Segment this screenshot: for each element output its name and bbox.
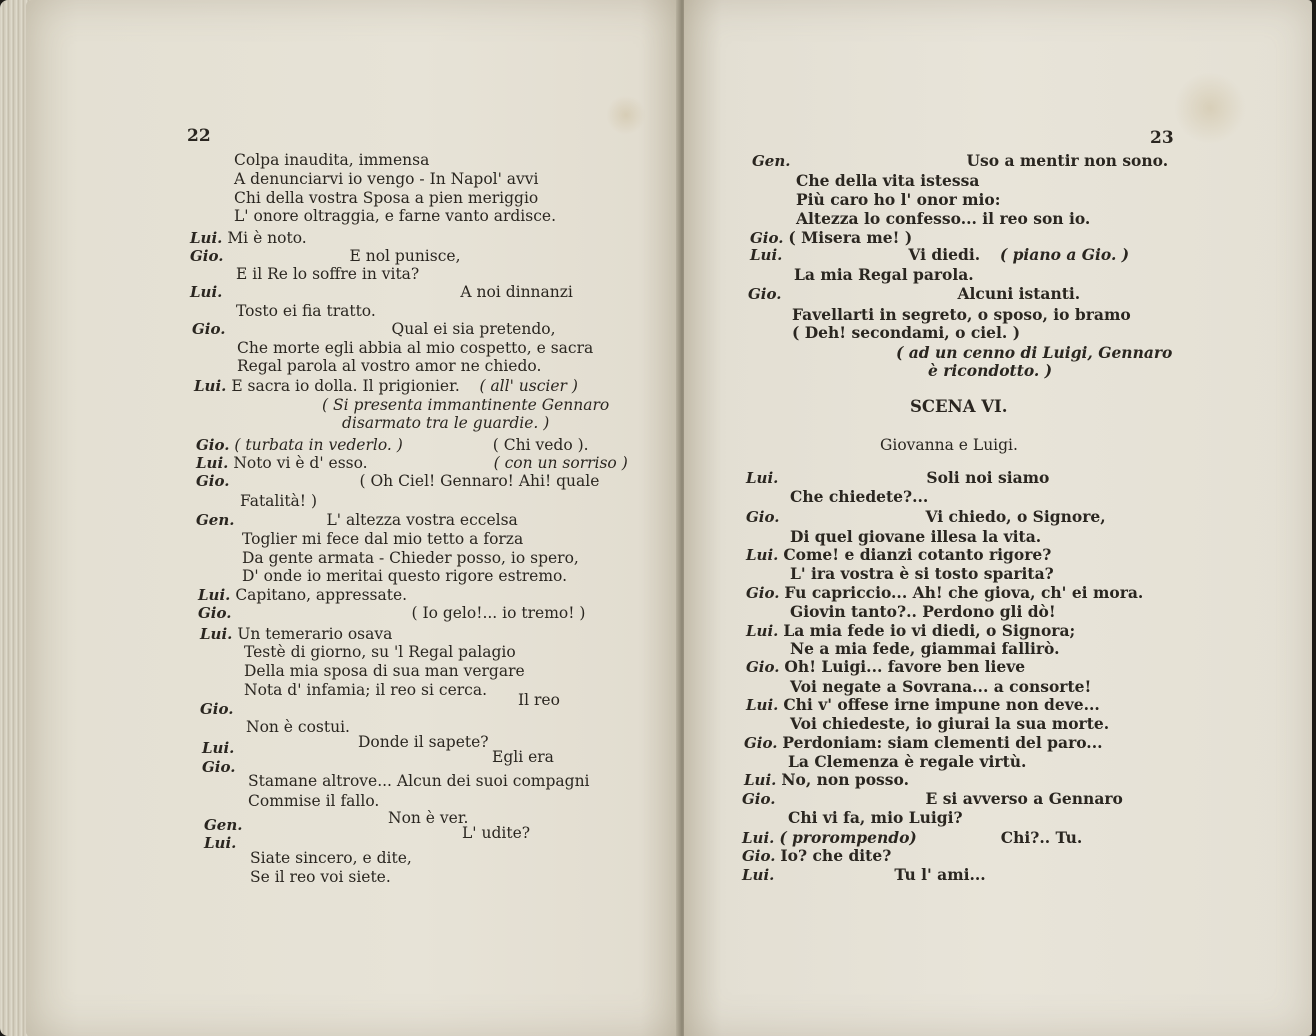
stage-direction: ( ad un cenno di Luigi, Gennaro bbox=[896, 343, 1173, 362]
left-page-number: 22 bbox=[187, 126, 211, 146]
verse-line: Gio. ( Oh Ciel! Gennaro! Ahi! quale bbox=[196, 472, 600, 490]
verse-line: Favellarti in segreto, o sposo, io bramo bbox=[792, 305, 1131, 324]
verse-line: Lui. Soli noi siamo bbox=[746, 468, 1050, 487]
stain bbox=[1174, 72, 1246, 144]
verse-line: Voi chiedeste, io giurai la sua morte. bbox=[790, 714, 1110, 733]
verse-line: Gio. Vi chiedo, o Signore, bbox=[746, 507, 1106, 526]
verse-line: Di quel giovane illesa la vita. bbox=[790, 527, 1042, 546]
verse-line: Che della vita istessa bbox=[796, 171, 980, 190]
verse-line: Siate sincero, e dite, bbox=[250, 849, 412, 867]
verse-line: Gio. Perdoniam: siam clementi del paro... bbox=[744, 733, 1103, 752]
verse-line: Lui. bbox=[204, 834, 237, 852]
verse-line: Toglier mi fece dal mio tetto a forza bbox=[242, 530, 524, 548]
stage-direction: ( Si presenta immantinente Gennaro bbox=[322, 396, 610, 414]
verse-line: Gio. Alcuni istanti. bbox=[748, 284, 1081, 303]
verse-line: E il Re lo soffre in vita? bbox=[236, 265, 420, 283]
verse-line: Gio. E nol punisce, bbox=[190, 247, 461, 265]
verse-line: Chi della vostra Sposa a pien meriggio bbox=[234, 189, 539, 207]
verse-line: L' onore oltraggia, e farne vanto ardisce. bbox=[234, 207, 557, 225]
left-page bbox=[26, 0, 680, 1036]
verse-line: Stamane altrove... Alcun dei suoi compagni bbox=[248, 772, 590, 790]
verse-line: Da gente armata - Chieder posso, io spero, bbox=[242, 549, 579, 567]
verse-line: L' udite? bbox=[462, 824, 531, 842]
verse-line: Gio. ( Io gelo!... io tremo! ) bbox=[198, 604, 586, 622]
verse-line: Gio. Io? che dite? bbox=[742, 846, 892, 865]
verse-line: Commise il fallo. bbox=[248, 792, 380, 810]
verse-line: Ne a mia fede, giammai fallirò. bbox=[790, 639, 1060, 658]
stage-direction: è ricondotto. ) bbox=[928, 361, 1053, 380]
scene-characters: Giovanna e Luigi. bbox=[880, 436, 1018, 454]
verse-line: Gio. ( turbata in vederlo. ) ( Chi vedo ). bbox=[196, 436, 589, 454]
verse-line: La Clemenza è regale virtù. bbox=[788, 752, 1027, 771]
verse-line: Lui. Chi v' offese irne impune non deve... bbox=[746, 695, 1100, 714]
verse-line: Lui. bbox=[202, 739, 235, 757]
verse-line: Voi negate a Sovrana... a consorte! bbox=[790, 677, 1092, 696]
right-page-number: 23 bbox=[1150, 128, 1174, 148]
verse-line: Regal parola al vostro amor ne chiedo. bbox=[237, 357, 542, 375]
verse-line: Gio. E si avverso a Gennaro bbox=[742, 789, 1123, 808]
verse-line: Gio. Qual ei sia pretendo, bbox=[192, 320, 556, 338]
verse-line: Lui. Mi è noto. bbox=[190, 229, 307, 247]
verse-line: Lui. E sacra io dolla. Il prigionier. ( all' uscier ) bbox=[194, 377, 578, 395]
verse-line: Tosto ei fia tratto. bbox=[236, 302, 376, 320]
verse-line: Gio. bbox=[200, 700, 234, 718]
verse-line: Egli era bbox=[492, 748, 554, 766]
verse-line: Più caro ho l' onor mio: bbox=[796, 190, 1001, 209]
verse-line: Lui. Capitano, appressate. bbox=[198, 586, 408, 604]
verse-line: Lui. ( prorompendo) Chi?.. Tu. bbox=[742, 828, 1083, 847]
verse-line: Lui. Tu l' ami... bbox=[742, 865, 986, 884]
verse-line: Lui. Un temerario osava bbox=[200, 625, 393, 643]
verse-line: Fatalità! ) bbox=[240, 492, 318, 510]
verse-line: Nota d' infamia; il reo si cerca. bbox=[244, 681, 487, 699]
verse-line: Il reo bbox=[518, 691, 560, 709]
verse-line: Gio. Oh! Luigi... favore ben lieve bbox=[746, 657, 1026, 676]
verse-line: Della mia sposa di sua man vergare bbox=[244, 662, 525, 680]
verse-line: Giovin tanto?.. Perdono gli dò! bbox=[790, 602, 1056, 621]
verse-line: Donde il sapete? bbox=[358, 733, 489, 751]
verse-line: Lui. No, non posso. bbox=[744, 770, 909, 789]
verse-line: Lui. Vi diedi. ( piano a Gio. ) bbox=[750, 245, 1130, 264]
verse-line: D' onde io meritai questo rigore estremo. bbox=[242, 567, 568, 585]
right-page bbox=[684, 0, 1312, 1036]
verse-line: Gio. ( Misera me! ) bbox=[750, 228, 913, 247]
verse-line: Lui. Come! e dianzi cotanto rigore? bbox=[746, 545, 1052, 564]
verse-line: Testè di giorno, su 'l Regal palagio bbox=[244, 643, 516, 661]
verse-line: La mia Regal parola. bbox=[794, 265, 974, 284]
scene-title: SCENA VI. bbox=[910, 397, 1008, 416]
verse-line: Non è costui. bbox=[246, 718, 350, 736]
verse-line: Se il reo voi siete. bbox=[250, 868, 391, 886]
verse-line: A denunciarvi io vengo - In Napol' avvi bbox=[234, 170, 539, 188]
verse-line: Che chiedete?... bbox=[790, 487, 929, 506]
verse-line: Non è ver. bbox=[388, 809, 469, 827]
verse-line: Lui. Noto vi è d' esso. ( con un sorriso ) bbox=[196, 454, 628, 472]
verse-line: Lui. A noi dinnanzi bbox=[190, 283, 573, 301]
verse-line: Lui. La mia fede io vi diedi, o Signora; bbox=[746, 621, 1076, 640]
verse-line: Gen. bbox=[204, 816, 243, 834]
verse-line: Che morte egli abbia al mio cospetto, e sacra bbox=[237, 339, 594, 357]
verse-line: Gio. Fu capriccio... Ah! che giova, ch' ei mora. bbox=[746, 583, 1144, 602]
verse-line: Gio. bbox=[202, 758, 236, 776]
stain bbox=[606, 95, 646, 135]
verse-line: Colpa inaudita, immensa bbox=[234, 151, 430, 169]
verse-line: Altezza lo confesso... il reo son io. bbox=[796, 209, 1091, 228]
verse-line: L' ira vostra è si tosto sparita? bbox=[790, 564, 1054, 583]
verse-line: ( Deh! secondami, o ciel. ) bbox=[792, 323, 1021, 342]
verse-line: Gen. Uso a mentir non sono. bbox=[752, 151, 1169, 170]
stage-direction: disarmato tra le guardie. ) bbox=[342, 414, 550, 432]
verse-line: Chi vi fa, mio Luigi? bbox=[788, 808, 963, 827]
verse-line: Gen. L' altezza vostra eccelsa bbox=[196, 511, 518, 529]
